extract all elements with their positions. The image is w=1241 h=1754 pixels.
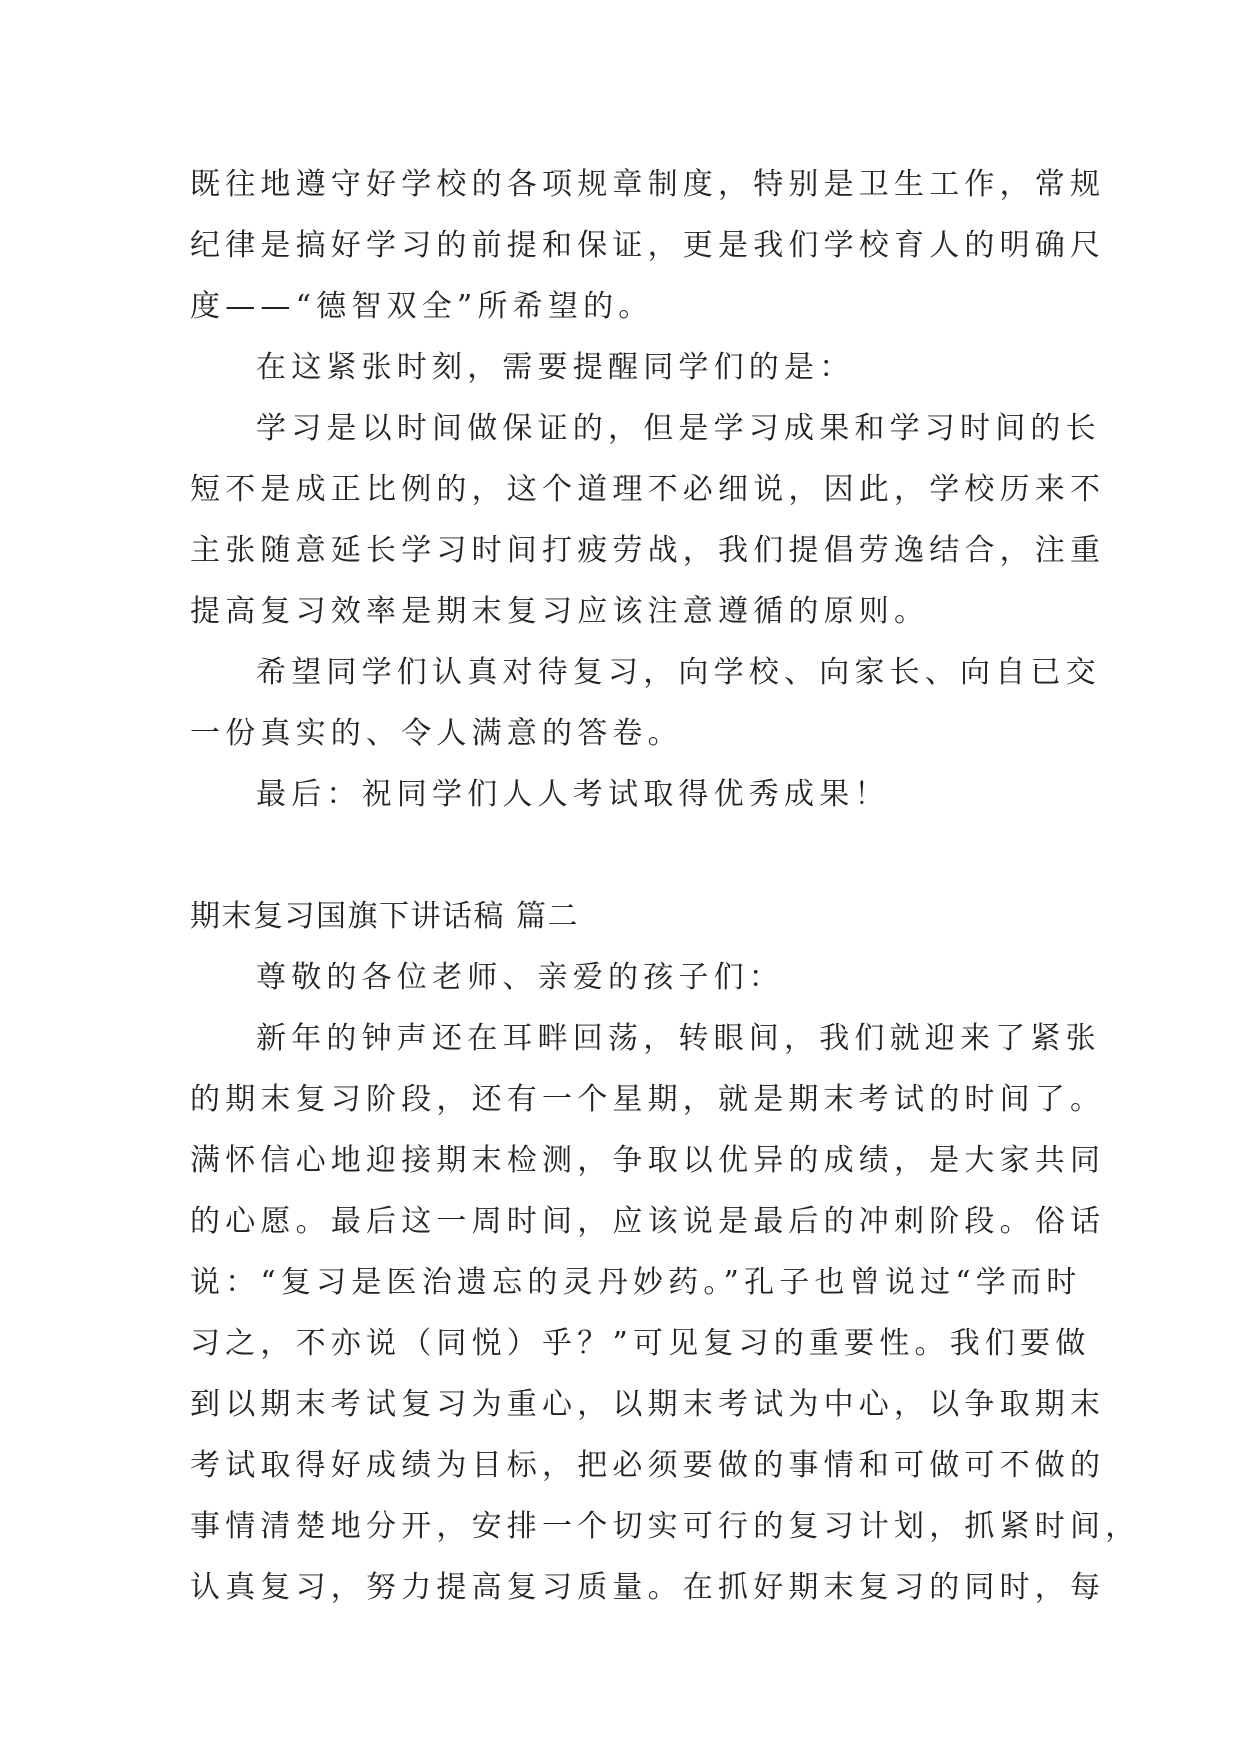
paragraph-line: 学习是以时间做保证的，但是学习成果和学习时间的长 xyxy=(256,411,1101,446)
paragraph-line: 满怀信心地迎接期末检测，争取以优异的成绩，是大家共同 xyxy=(190,1143,1106,1178)
reminder-line: 在这紧张时刻，需要提醒同学们的是： xyxy=(256,350,855,385)
salutation-line: 尊敬的各位老师、亲爱的孩子们： xyxy=(256,960,784,995)
paragraph-line: 考试取得好成绩为目标，把必须要做的事情和可做可不做的 xyxy=(190,1448,1106,1483)
document-body xyxy=(190,154,1141,1618)
paragraph-line: 新年的钟声还在耳畔回荡，转眼间，我们就迎来了紧张 xyxy=(256,1021,1101,1056)
paragraph-line: 的心愿。最后这一周时间，应该说是最后的冲刺阶段。俗话 xyxy=(190,1204,1106,1239)
paragraph-line: 短不是成正比例的，这个道理不必细说，因此，学校历来不 xyxy=(190,472,1106,507)
paragraph-line: 一份真实的、令人满意的答卷。 xyxy=(190,716,683,751)
paragraph-line: 认真复习，努力提高复习质量。在抓好期末复习的同时，每 xyxy=(190,1570,1106,1605)
paragraph-line: 希望同学们认真对待复习，向学校、向家长、向自已交 xyxy=(256,655,1101,690)
paragraph-line: 习之，不亦说（同悦）乎？”可见复习的重要性。我们要做 xyxy=(190,1326,1091,1361)
paragraph-line: 提高复习效率是期末复习应该注意遵循的原则。 xyxy=(190,594,930,629)
section-title: 期末复习国旗下讲话稿 篇二 xyxy=(190,899,580,934)
paragraph-line: 的期末复习阶段，还有一个星期，就是期末考试的时间了。 xyxy=(190,1082,1106,1117)
paragraph-line: 纪律是搞好学习的前提和保证，更是我们学校育人的明确尺 xyxy=(190,228,1106,263)
paragraph-line: 事情清楚地分开，安排一个切实可行的复习计划，抓紧时间， xyxy=(190,1509,1141,1544)
paragraph-line: 到以期末考试复习为重心，以期末考试为中心，以争取期末 xyxy=(190,1387,1106,1422)
paragraph-line: 主张随意延长学习时间打疲劳战，我们提倡劳逸结合，注重 xyxy=(190,533,1106,568)
section-spacer xyxy=(190,825,1070,886)
closing-line: 最后：祝同学们人人考试取得优秀成果！ xyxy=(256,777,890,812)
paragraph-line: 既往地遵守好学校的各项规章制度，特别是卫生工作，常规 xyxy=(190,167,1106,202)
paragraph-line: 说：“复习是医治遗忘的灵丹妙药。”孔子也曾说过“学而时 xyxy=(190,1265,1082,1300)
paragraph-line: 度——“德智双全”所希望的。 xyxy=(190,289,654,324)
